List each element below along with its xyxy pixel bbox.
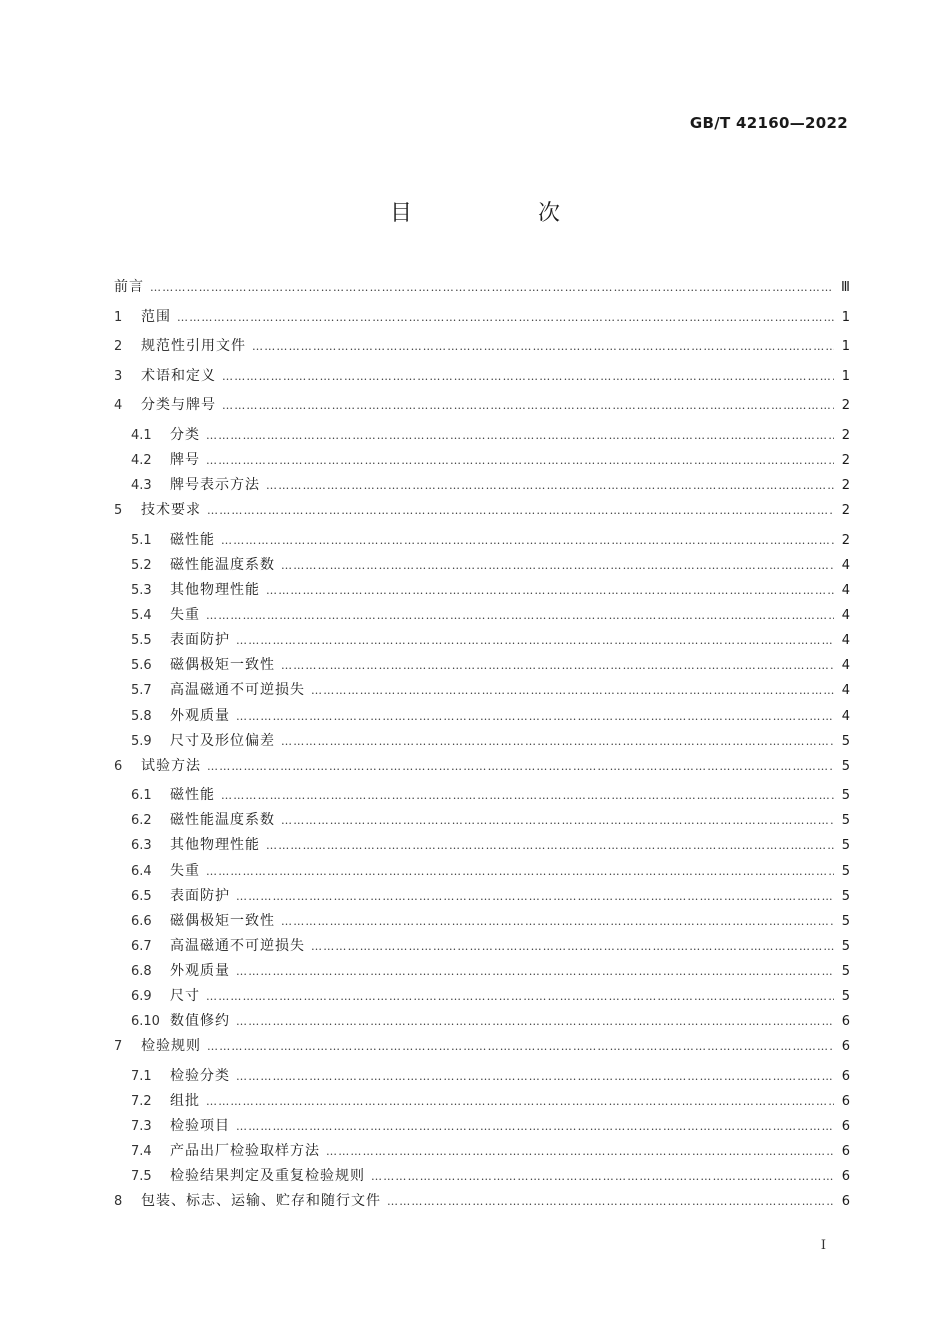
toc-entry-label: 磁偶极矩一致性 <box>170 657 275 674</box>
toc-entry-page: 2 <box>841 478 850 494</box>
toc-entry[interactable] <box>114 1010 850 1035</box>
toc-entry-page: 2 <box>841 503 850 519</box>
toc-entry-label: 检验项目 <box>170 1118 230 1134</box>
standard-code: GB/T 42160—2022 <box>689 114 848 132</box>
toc-entry-number: 5.2 <box>131 557 152 573</box>
toc-entry-label: 范围 <box>141 308 171 325</box>
toc-entry-number: 8 <box>114 1194 123 1210</box>
toc-entry-number: 6.2 <box>131 813 152 829</box>
toc-entry-label: 高温磁通不可逆损失 <box>170 937 305 954</box>
toc-leader-dots <box>206 986 834 1008</box>
toc-entry-number: 5.5 <box>131 633 152 649</box>
toc-entry-page: 6 <box>841 1144 850 1160</box>
toc-entry-label: 尺寸 <box>170 988 200 1005</box>
toc-leader-dots <box>266 475 834 497</box>
toc-entry-number: 6.8 <box>131 963 152 979</box>
toc-entry-page: 4 <box>841 583 850 599</box>
toc-title-text: 目 次 <box>389 201 612 226</box>
toc-entry-label: 检验分类 <box>170 1067 230 1084</box>
toc-entry-label: 高温磁通不可逆损失 <box>170 682 305 699</box>
toc-leader-dots <box>281 911 834 933</box>
toc-leader-dots <box>281 810 834 832</box>
toc-entry-label: 组批 <box>170 1092 200 1109</box>
toc-leader-dots <box>281 655 834 677</box>
toc-entry[interactable] <box>114 784 850 809</box>
toc-entry[interactable] <box>114 730 850 755</box>
toc-entry[interactable] <box>114 679 850 704</box>
toc-entry-number: 6.5 <box>131 888 152 904</box>
toc-entry[interactable] <box>114 1190 850 1220</box>
toc-entry-page: 6 <box>841 1068 850 1084</box>
toc-entry[interactable] <box>114 1035 850 1065</box>
toc-leader-dots <box>252 336 834 358</box>
toc-entry-label: 磁偶极矩一致性 <box>170 912 275 929</box>
toc-entry-page: 2 <box>841 398 850 414</box>
toc-leader-dots <box>206 1091 834 1113</box>
toc-leader-dots <box>266 835 834 857</box>
toc-entry-label: 牌号 <box>170 452 200 469</box>
toc-entry[interactable] <box>114 365 850 395</box>
toc-entry-number: 6.7 <box>131 938 152 954</box>
toc-entry-number: 3 <box>114 368 123 384</box>
toc-leader-dots <box>236 1011 834 1033</box>
toc-entry[interactable] <box>114 529 850 554</box>
toc-entry-page: 5 <box>841 733 850 749</box>
toc-entry[interactable] <box>114 910 850 935</box>
toc-entry-label: 牌号表示方法 <box>170 477 260 494</box>
toc-leader-dots <box>207 500 834 522</box>
toc-entry-number: 4.3 <box>131 478 152 494</box>
toc-entry-page: 5 <box>841 963 850 979</box>
toc-entry-label: 表面防护 <box>170 887 230 904</box>
toc-entry-label: 外观质量 <box>170 707 230 724</box>
toc-leader-dots <box>206 425 834 447</box>
toc-leader-dots <box>236 630 834 652</box>
toc-leader-dots <box>221 785 834 807</box>
toc-entry-page: 5 <box>841 758 850 774</box>
toc-leader-dots <box>206 605 834 627</box>
toc-entry-number: 2 <box>114 339 123 355</box>
toc-entry[interactable] <box>114 424 850 449</box>
toc-entry-number: 4.2 <box>131 453 152 469</box>
toc-entry-page: 4 <box>841 608 850 624</box>
toc-entry-number: 5.3 <box>131 583 152 599</box>
toc-entry[interactable] <box>114 306 850 336</box>
toc-entry-page: 4 <box>841 633 850 649</box>
toc-entry-page: 5 <box>841 913 850 929</box>
toc-leader-dots <box>311 936 834 958</box>
toc-entry-page: 5 <box>841 838 850 854</box>
toc-entry[interactable] <box>114 449 850 474</box>
toc-entry-number: 7 <box>114 1039 123 1055</box>
toc-leader-dots <box>207 1036 834 1058</box>
toc-entry-page: 2 <box>841 427 850 443</box>
toc-leader-dots <box>387 1191 834 1213</box>
toc-entry-label: 分类 <box>170 426 200 443</box>
toc-entry-number: 5.7 <box>131 683 152 699</box>
toc-entry-label: 磁性能 <box>170 787 215 804</box>
toc-entry-label: 分类与牌号 <box>141 397 216 414</box>
toc-leader-dots <box>236 961 834 983</box>
toc-entry-number: 4.1 <box>131 427 152 443</box>
toc-leader-dots <box>266 580 834 602</box>
toc-leader-dots <box>281 731 834 753</box>
toc-entry-page: 5 <box>841 938 850 954</box>
toc-entry-number: 6.10 <box>131 1014 160 1030</box>
toc-entry-label: 表面防护 <box>170 632 230 649</box>
toc-entry-page: 1 <box>841 309 850 325</box>
toc-entry[interactable] <box>114 960 850 985</box>
toc-entry-label: 规范性引用文件 <box>141 338 246 355</box>
toc-entry-label: 技术要求 <box>141 502 201 519</box>
table-of-contents <box>114 276 850 1220</box>
toc-entry-page: 6 <box>841 1119 850 1134</box>
toc-entry-label: 失重 <box>170 607 200 624</box>
toc-entry-number: 5 <box>114 503 123 519</box>
toc-entry-page: 5 <box>841 788 850 804</box>
toc-entry-label: 磁性能温度系数 <box>170 556 275 573</box>
toc-entry[interactable] <box>114 705 850 730</box>
toc-leader-dots <box>326 1141 834 1163</box>
toc-entry-page: 5 <box>841 989 850 1005</box>
toc-entry-page: 6 <box>841 1014 850 1030</box>
toc-entry-label: 前言 <box>114 279 144 295</box>
toc-entry-number: 7.4 <box>131 1144 152 1160</box>
toc-entry[interactable] <box>114 755 850 785</box>
toc-leader-dots <box>311 680 834 702</box>
toc-entry-page: 2 <box>841 453 850 469</box>
toc-leader-dots <box>236 886 834 908</box>
toc-leader-dots <box>281 555 834 577</box>
toc-entry-page: 5 <box>841 888 850 904</box>
toc-entry-label: 磁性能温度系数 <box>170 812 275 829</box>
toc-entry-page: 1 <box>841 339 850 355</box>
toc-entry[interactable] <box>114 935 850 960</box>
toc-entry-number: 5.8 <box>131 708 152 724</box>
toc-entry-label: 数值修约 <box>170 1013 230 1030</box>
toc-entry-number: 4 <box>114 398 123 414</box>
toc-entry-number: 6 <box>114 758 123 774</box>
toc-entry[interactable] <box>114 1140 850 1165</box>
toc-leader-dots <box>177 307 834 329</box>
toc-entry-page: 5 <box>841 863 850 879</box>
toc-entry[interactable] <box>114 499 850 529</box>
toc-entry-page: 4 <box>841 557 850 573</box>
toc-entry-number: 7.3 <box>131 1119 152 1134</box>
toc-entry-page: 6 <box>841 1194 850 1210</box>
toc-entry-number: 5.1 <box>131 532 152 548</box>
toc-leader-dots <box>222 366 834 388</box>
toc-entry-page: 6 <box>841 1169 850 1185</box>
toc-leader-dots <box>206 450 834 472</box>
toc-entry-page: 4 <box>841 708 850 724</box>
toc-entry-number: 5.4 <box>131 608 152 624</box>
toc-entry-number: 1 <box>114 309 123 325</box>
toc-leader-dots <box>221 530 834 552</box>
toc-entry-number: 5.9 <box>131 733 152 749</box>
toc-entry-page: 4 <box>841 658 850 674</box>
toc-entry[interactable] <box>114 554 850 579</box>
toc-leader-dots <box>206 861 834 883</box>
toc-entry[interactable] <box>114 809 850 834</box>
toc-entry[interactable] <box>114 1065 850 1090</box>
toc-title <box>0 196 950 227</box>
toc-entry-label: 试验方法 <box>141 757 201 774</box>
toc-entry-label: 术语和定义 <box>141 367 216 384</box>
toc-entry-page: 5 <box>841 813 850 829</box>
toc-leader-dots <box>236 706 834 728</box>
toc-entry-number: 6.6 <box>131 913 152 929</box>
toc-entry[interactable] <box>114 985 850 1010</box>
toc-leader-dots <box>371 1166 834 1188</box>
toc-entry[interactable] <box>114 1115 850 1140</box>
toc-entry-number: 7.1 <box>131 1068 152 1084</box>
toc-entry-label: 磁性能 <box>170 531 215 548</box>
toc-entry-label: 外观质量 <box>170 962 230 979</box>
toc-entry-label: 检验规则 <box>141 1038 201 1055</box>
toc-entry-page: 6 <box>841 1093 850 1109</box>
toc-entry[interactable] <box>114 1165 850 1190</box>
toc-entry-label: 尺寸及形位偏差 <box>170 732 275 749</box>
toc-entry-page: 6 <box>841 1039 850 1055</box>
toc-entry[interactable] <box>114 1090 850 1115</box>
toc-entry-number: 6.1 <box>131 788 152 804</box>
toc-leader-dots <box>236 1116 834 1138</box>
toc-entry-label: 失重 <box>170 862 200 879</box>
toc-entry[interactable] <box>114 604 850 629</box>
toc-entry[interactable] <box>114 860 850 885</box>
toc-entry-label: 检验结果判定及重复检验规则 <box>170 1168 365 1185</box>
toc-entry-page: 2 <box>841 532 850 548</box>
toc-entry-number: 7.2 <box>131 1093 152 1109</box>
toc-entry-label: 产品出厂检验取样方法 <box>170 1143 320 1160</box>
toc-entry-label: 其他物理性能 <box>170 837 260 854</box>
toc-entry[interactable] <box>114 335 850 365</box>
toc-entry-label: 其他物理性能 <box>170 582 260 599</box>
toc-entry[interactable] <box>114 474 850 499</box>
toc-entry[interactable] <box>114 629 850 654</box>
toc-leader-dots <box>207 756 834 778</box>
toc-entry[interactable] <box>114 834 850 859</box>
toc-entry[interactable] <box>114 579 850 604</box>
toc-entry-number: 6.3 <box>131 838 152 854</box>
toc-entry[interactable] <box>114 276 850 306</box>
toc-leader-dots <box>150 277 834 299</box>
toc-entry-number: 5.6 <box>131 658 152 674</box>
toc-entry-page: 4 <box>841 683 850 699</box>
toc-leader-dots <box>236 1066 834 1088</box>
toc-entry-number: 7.5 <box>131 1169 152 1185</box>
toc-entry-label: 包装、标志、运输、贮存和随行文件 <box>141 1193 381 1210</box>
toc-entry[interactable] <box>114 654 850 679</box>
toc-entry-page: Ⅲ <box>841 280 850 295</box>
toc-entry-number: 6.9 <box>131 989 152 1005</box>
toc-leader-dots <box>222 395 834 417</box>
toc-entry-number: 6.4 <box>131 863 152 879</box>
footer-page-number: Ⅰ <box>820 1238 826 1253</box>
toc-entry[interactable] <box>114 885 850 910</box>
toc-entry[interactable] <box>114 394 850 424</box>
toc-entry-page: 1 <box>841 368 850 384</box>
